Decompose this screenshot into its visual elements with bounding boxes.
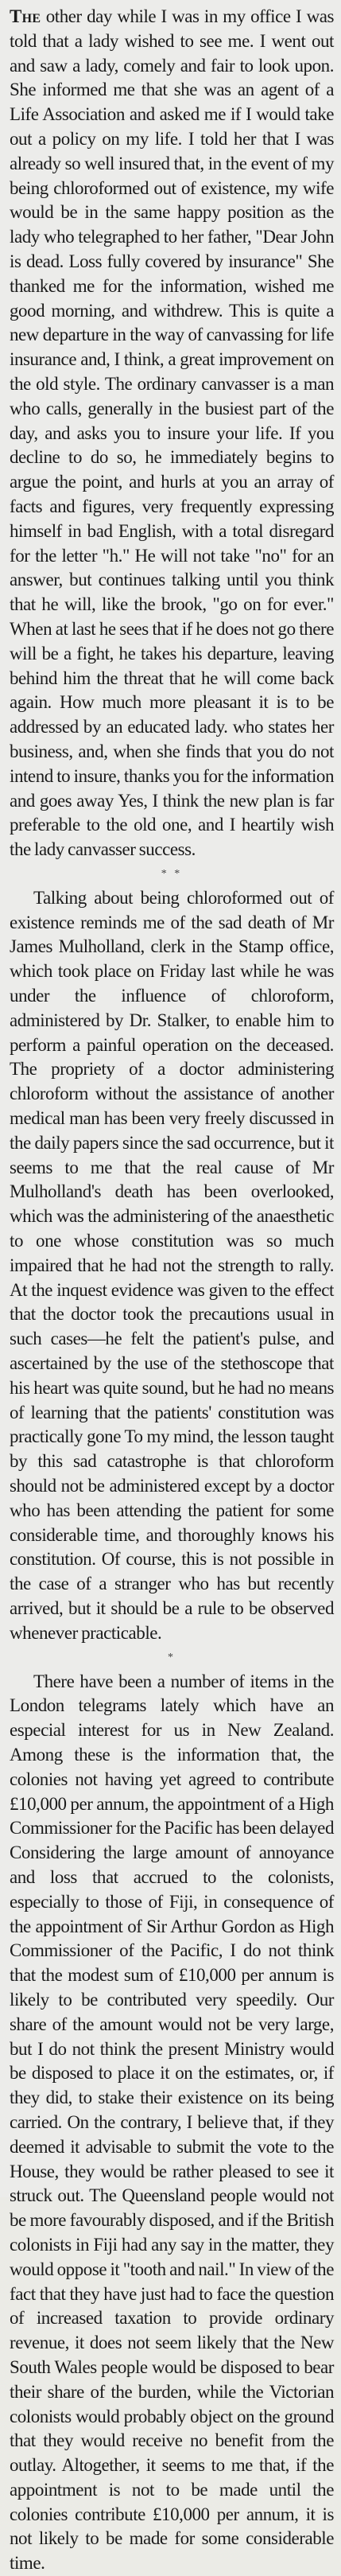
article-paragraph-high-commissioner: There have been a number of items in the London telegrams lately which have an especial interest for us in New Zealand. Among these is the information that, the colonies not having yet agreed to contribute £10,000 per annum, the appointment of a High Commissioner for the Pacific has been delayed Considering the large amount of annoyance and loss that accrued to the colonists, especially to those of Fiji, in consequence of the appointment of Sir Arthur Gordon as High Commissioner of the Pacific, I do not think that the modest sum of £10,000 per annum is likely to be contributed very speedily. Our share of the amount would not be very large, but I do not think the present Ministry would be disposed to place it on the estimates, or, if they did, to stake their existence on its being carried. On the contrary, I believe that, if they deemed it advisable to submit the vote to the House, they would be rather pleased to see it struck out. The Queensland people would not be more favourably disposed, and if the British colonists in Fiji had any say in the matter, they would oppose it "tooth and nail." In view of the fact that they have just had to face the question of increased taxation to provide ordinary revenue, it does not seem likely that the New South Wales people would be disposed to bear their share of the burden, while the Victorian colonists would probably object on the ground that they would receive no benefit from the outlay. Altogether, it seems to me that, if the appointment is not to be made until the colonies contribute £10,000 per annum, it is not likely to be made for some considerable time.	[10, 1671, 334, 2574]
paragraph-body: other day while I was in my office I was told that a lady wished to see me. I went out and saw a lady, comely and fair to look upon. She informed me that she was an agent of a Life Association and asked me if I would take out a policy on my life. I told her that I was already so well insured that, in the event of my being chloroformed out of existence, my wife would be in the same happy position as the lady who telegraphed to her father, "Dear John is dead. Loss fully covered by insurance" She thanked me for the information, wished me good morning, and withdrew. This is quite a new departure in the way of canvassing for life insurance and, I think, a great improvement on the old style. The ordinary canvasser is a man who calls, generally in the busiest part of the day, and asks you to insure your life. If you decline to do so, he immediately begins to argue the point, and hurls at you an array of facts and figures, very frequently expressing himself in bad English, with a total disregard for the letter "h." He will not take "no" for an answer, but continues talking until you think that he will, like the brook, "go on for ever." When at last he sees that if he does not go there will be a fight, he takes his departure, leaving behind him the threat that he will come back again. How much more pleasant it is to be addressed by an educated lady. who states her business, and, when she finds that you do not intend to insure, thanks you for the information and goes away Yes, I think the new plan is far preferable to the old one, and I heartily wish the lady canvasser success.	[10, 6, 334, 860]
article-paragraph-chloroform-death: Talking about being chloroformed out of existence reminds me of the sad death of Mr James Mulholland, clerk in the Stamp office, which took place on Friday last while he was under the influence of chloroform, administered by Dr. Stalker, to enable him to perform a painful operation on the deceased. The propriety of a doctor administering chloroform without the assistance of another medical man has been very freely discussed in the daily papers since the sad occurrence, but it seems to me that the real cause of Mr Mulholland's death has been overlooked, which was the administering of the anaesthetic to one whose constitution was so much impaired that he had not the strength to rally. At the inquest evidence was given to the effect that the doctor took the precautions usual in such cases—he felt the patient's pulse, and ascertained by the use of the stethoscope that his heart was quite sound, but he had no means of learning that the patients' constitution was practically gone To my mind, the lesson taught by this sad catastrophe is that chloroform should not be administered except by a doctor who has been attending the patient for some considerable time, and thoroughly knows his constitution. Of course, this is not possible in the case of a stranger who has but recently arrived, but it should be a rule to be observed whenever practicable.	[10, 887, 334, 1643]
section-separator: * *	[161, 867, 183, 880]
article-paragraph-insurance-canvasser	[10, 5, 334, 862]
paragraph-lead-word: The	[10, 6, 41, 26]
section-separator: *	[168, 1651, 176, 1664]
